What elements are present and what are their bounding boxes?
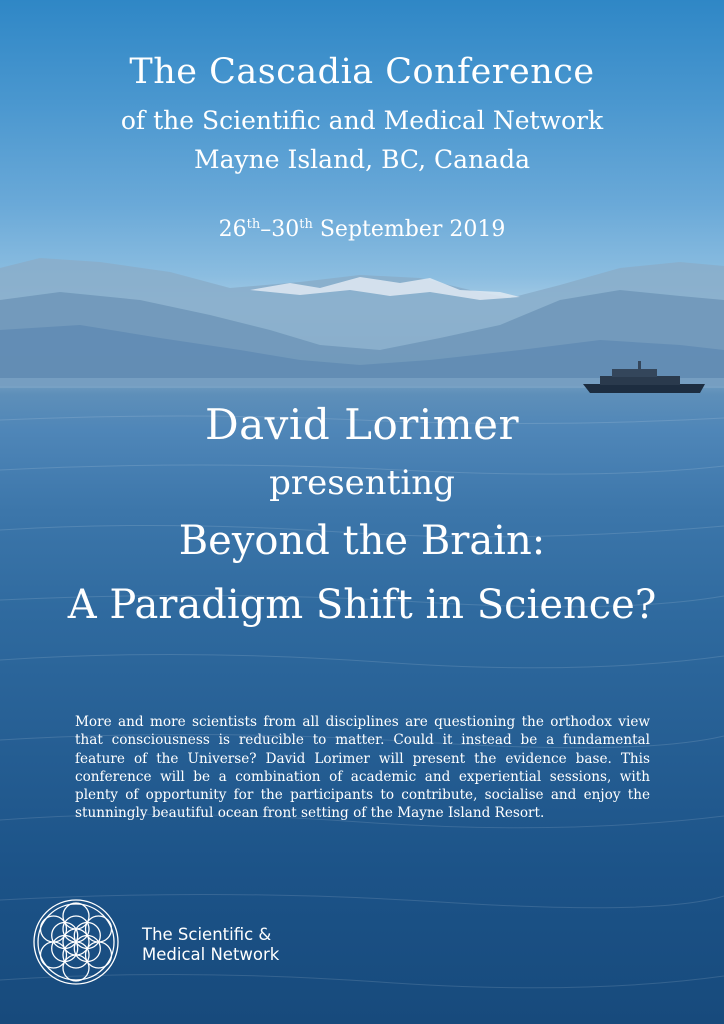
talk-title-line1: Beyond the Brain:: [178, 518, 546, 564]
conference-title: The Cascadia Conference: [129, 52, 595, 92]
presenting-label: presenting: [269, 463, 455, 503]
conference-subtitle: of the Scientific and Medical Network: [120, 106, 604, 135]
date-end-suffix: th: [299, 217, 313, 232]
conference-date: [0, 217, 724, 242]
organization-name-line2: Medical Network: [142, 945, 280, 964]
conference-location: Mayne Island, BC, Canada: [194, 145, 530, 174]
date-start-day: 26: [218, 217, 247, 242]
date-end-day: 30: [271, 217, 300, 242]
flower-of-life-icon: [30, 896, 122, 988]
date-separator: –: [260, 217, 272, 242]
event-description: More and more scientists from all disciplines are questioning the orthodox view that consciousness is reducible to matter. Could it instead be a fundamental feature of the Universe? David Lorimer will present the evidence base. This conference will be a combination of academic and experiential sessions, with plenty of opportunity for the participants to contribute, socialise and enjoy the stunningly beautiful ocean front setting of the Mayne Island Resort.: [75, 714, 650, 822]
organization-name-line1: The Scientific &: [142, 925, 272, 944]
speaker-name: David Lorimer: [204, 400, 520, 449]
talk-title-line2: A Paradigm Shift in Science?: [67, 582, 657, 628]
date-month-year: September 2019: [312, 217, 506, 242]
date-start-suffix: th: [246, 217, 261, 232]
